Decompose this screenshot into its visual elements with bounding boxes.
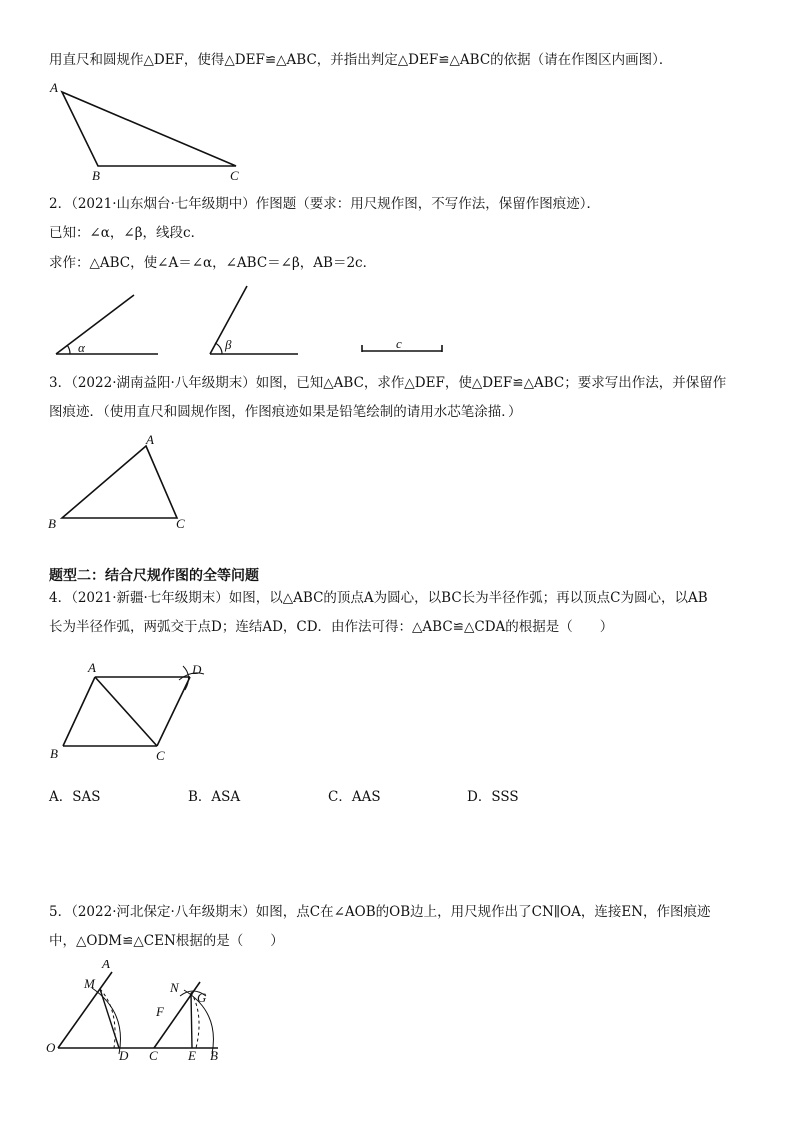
q3-note: 图痕迹．（使用直尺和圆规作图，作图痕迹如果是铅笔绘制的请用水芯笔涂描．） — [49, 404, 522, 420]
label-a: A — [88, 660, 96, 675]
figure-angle-aob-construction — [44, 960, 234, 1066]
label-b: B — [48, 516, 56, 531]
label-e: E — [188, 1048, 196, 1063]
q5-title: 5．（2022·河北保定·八年级期末）如图，点C在∠AOB的OB边上，用尺规作出了CN∥OA，连接EN，作图痕迹 — [49, 904, 711, 920]
label-a: A — [146, 432, 154, 447]
label-c: C — [149, 1048, 158, 1063]
label-f: F — [156, 1004, 164, 1019]
label-d: D — [119, 1048, 129, 1063]
label-b: B — [50, 746, 58, 761]
label-b: B — [92, 168, 100, 182]
q5-body: 中，△ODM≌△CEN根据的是（ ） — [49, 933, 284, 949]
label-c: C — [230, 168, 239, 182]
q4-title: 4．（2021·新疆·七年级期末）如图，以△ABC的顶点A为圆心，以BC长为半径作弧；再以顶点C为圆心，以AB — [49, 590, 708, 606]
q3-title: 3．（2022·湖南益阳·八年级期末）如图，已知△ABC，求作△DEF，使△DEF≌△ABC；要求写出作法，并保留作 — [49, 375, 727, 391]
figure-triangle-abc-2 — [44, 432, 204, 532]
option-b[interactable]: B．ASA — [188, 789, 241, 805]
label-o: O — [46, 1040, 56, 1055]
triangle-abc — [62, 92, 236, 166]
label-c: C — [156, 748, 165, 763]
figure-triangle-abc-1 — [44, 80, 254, 182]
q2-title: 2．（2021·山东烟台·七年级期中）作图题（要求：用尺规作图，不写作法，保留作图痕迹）． — [49, 196, 601, 212]
arc-o — [92, 988, 120, 1054]
label-n: N — [170, 980, 179, 995]
triangle-abc — [62, 446, 177, 518]
angle-beta — [210, 286, 298, 354]
c-label: c — [396, 336, 402, 351]
figure-parallelogram — [44, 658, 224, 768]
q2-construct: 求作：△ABC，使∠A＝∠α，∠ABC＝∠β，AB＝2c． — [49, 255, 377, 271]
label-a: A — [102, 960, 110, 971]
q4-body: 长为半径作弧，两弧交于点D；连结AD，CD．由作法可得：△ABC≌△CDA的根据是（ ） — [49, 619, 614, 635]
label-c: C — [176, 516, 185, 531]
label-g: G — [197, 990, 207, 1005]
intro-text: 用直尺和圆规作△DEF，使得△DEF≌△ABC，并指出判定△DEF≌△ABC的依据（请在作图区内画图）． — [49, 52, 673, 68]
option-c[interactable]: C．AAS — [328, 789, 381, 805]
alpha-label: α — [78, 340, 85, 355]
figure-angles-and-segment — [50, 282, 450, 362]
label-a: A — [50, 80, 58, 95]
angle-alpha — [56, 295, 158, 355]
segment-c — [362, 336, 442, 352]
beta-label: β — [225, 337, 232, 352]
q2-given: 已知：∠α，∠β，线段c． — [49, 225, 205, 241]
option-a[interactable]: A．SAS — [49, 789, 101, 805]
label-d: D — [192, 662, 202, 677]
option-d[interactable]: D．SSS — [467, 789, 519, 805]
label-b: B — [210, 1048, 218, 1063]
section-heading: 题型二：结合尺规作图的全等问题 — [49, 568, 259, 584]
label-m: M — [84, 976, 95, 991]
